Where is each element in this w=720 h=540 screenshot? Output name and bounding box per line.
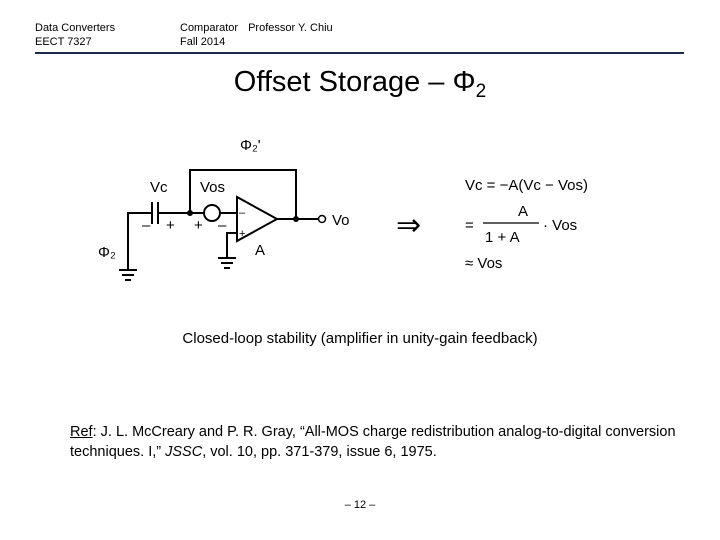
- header-topic-block: [180, 21, 333, 49]
- equation-line-3: ≈ Vos: [465, 255, 503, 272]
- label-vc: Vc: [150, 179, 168, 196]
- reference-block: [70, 422, 690, 462]
- equation-fraction-numerator: A: [517, 203, 529, 220]
- label-amp-gain: A: [255, 242, 266, 259]
- polarity-minus-1: –: [142, 217, 151, 234]
- reference-journal: JSSC: [165, 444, 203, 460]
- course-name: Data Converters: [35, 22, 116, 34]
- reference-body: : J. L. McCreary and P. R. Gray, “All-MOS charge redistribution analog-to-digital conversion techniques. I,”: [70, 424, 676, 460]
- slide-caption: Closed-loop stability (amplifier in unity-gain feedback): [182, 330, 538, 347]
- course-code: EECT 7327: [35, 36, 92, 48]
- polarity-minus-2: –: [218, 217, 227, 234]
- label-phase2: Φ₂: [98, 244, 116, 261]
- reference-label: Ref: [70, 424, 93, 440]
- opamp-noninverting-sign: +: [239, 228, 246, 240]
- header-course-block: [35, 21, 115, 49]
- slide-title-subscript: 2: [475, 81, 487, 102]
- equation-line-1: Vc = −A(Vc − Vos): [465, 177, 588, 194]
- equation-line-2-rest: · Vos: [543, 217, 578, 234]
- implies-arrow-glyph: ⇒: [396, 208, 422, 243]
- feedback-node-dot: [187, 210, 193, 216]
- label-vos: Vos: [200, 179, 226, 196]
- label-phase2-prime: Φ₂': [240, 137, 261, 154]
- implies-arrow-icon: [392, 205, 432, 245]
- slide-title: [0, 64, 720, 110]
- topic-label: Comparator: [180, 22, 239, 34]
- output-terminal: [319, 216, 326, 223]
- equation-fraction-denominator: 1 + A: [485, 229, 520, 246]
- slide-title-text: Offset Storage – Φ: [233, 66, 476, 98]
- output-node-dot: [293, 216, 299, 222]
- page-number: – 12 –: [344, 499, 376, 511]
- offset-storage-circuit: [90, 130, 390, 295]
- polarity-plus-1: +: [166, 217, 175, 234]
- opamp-inverting-sign: –: [239, 207, 246, 219]
- polarity-plus-2: +: [194, 217, 203, 234]
- header-divider: [35, 52, 684, 54]
- offset-equations: [455, 168, 625, 283]
- label-vo: Vo: [332, 212, 350, 229]
- reference-tail: , vol. 10, pp. 371-379, issue 6, 1975.: [202, 444, 437, 460]
- term-label: Fall 2014: [180, 36, 226, 48]
- equation-equals-sign: =: [465, 217, 474, 234]
- instructor-name: Professor Y. Chiu: [248, 22, 333, 34]
